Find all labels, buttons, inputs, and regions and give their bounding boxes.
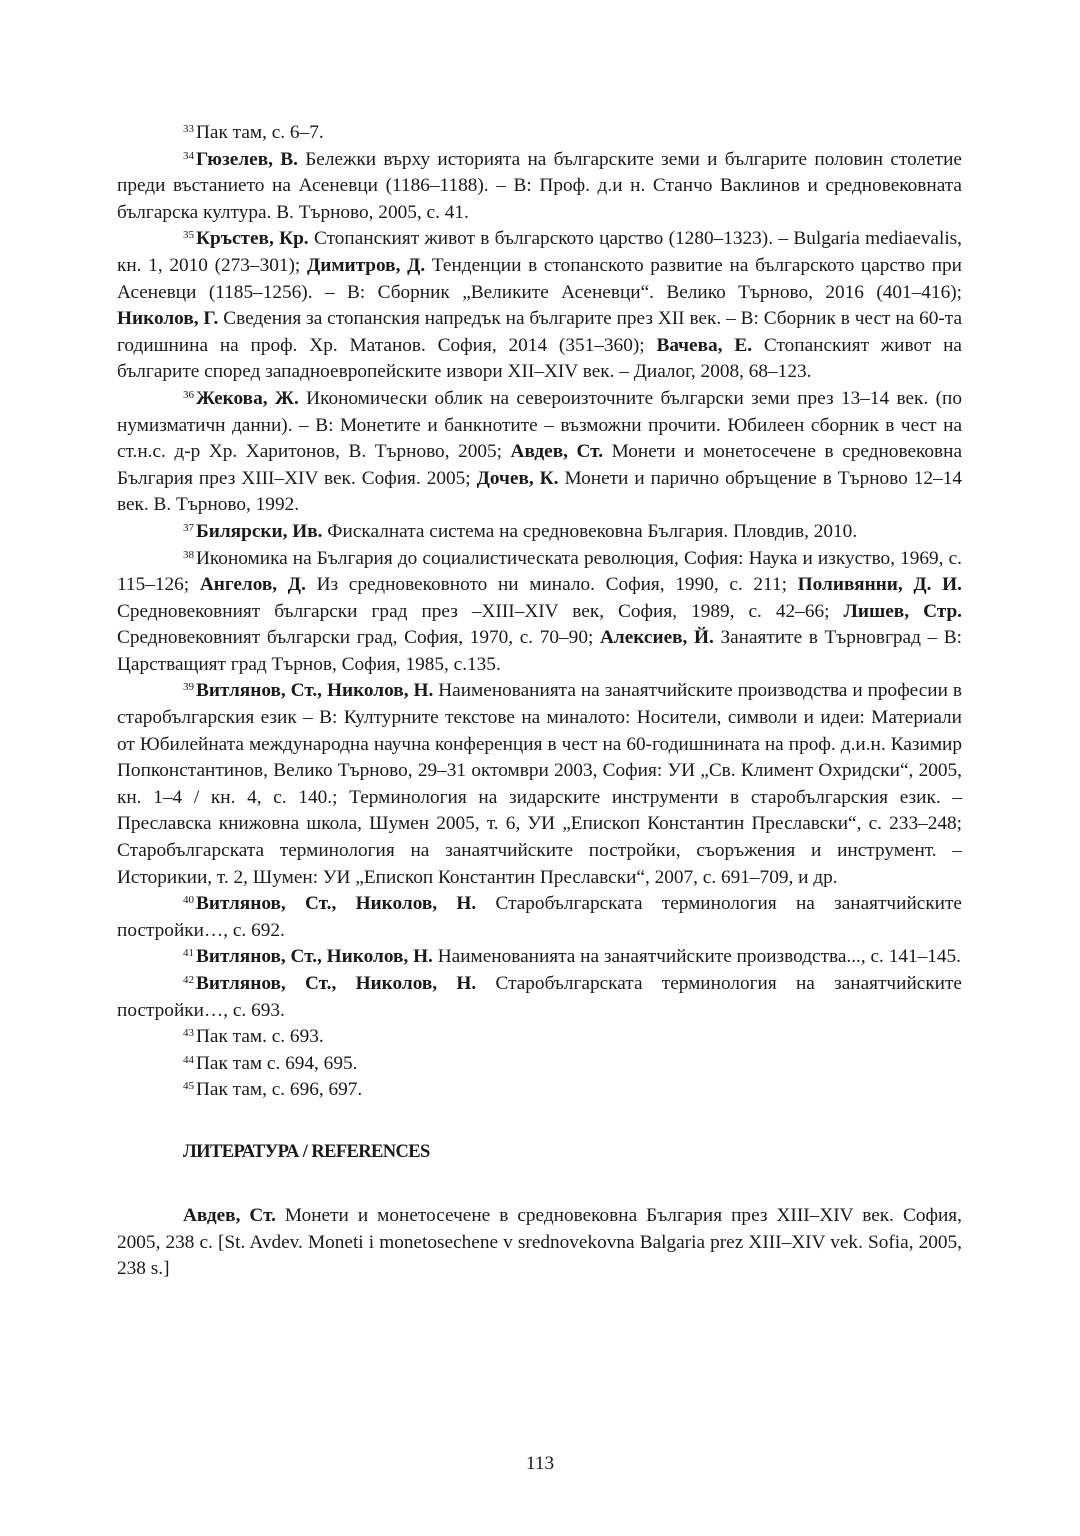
author-name: Алексиев, Й.: [599, 627, 714, 649]
page-body: [117, 120, 962, 1283]
footnotes-section: [117, 120, 962, 1104]
citation-text: Пак там. с. 693.: [196, 1026, 324, 1048]
citation-text: Стопанският живот в българското царство (1280–1323). – Bulgaria mediaevalis, кн. 1, 2010 (273–301);: [117, 228, 962, 276]
citation-text: Сведения за стопанския напредък на българите през XII век. – В: Сборник в чест на 60-та годишнина на проф. Хр. Матанов. София, 2014 (351–360);: [117, 308, 963, 356]
author-name: Витлянов, Ст., Николов, Н.: [196, 680, 434, 702]
footnote: [117, 678, 962, 891]
author-name: Кръстев, Кр.: [196, 228, 309, 250]
author-name: Витлянов, Ст., Николов, Н.: [196, 893, 477, 915]
footnote: [117, 1024, 962, 1051]
references-list: [117, 1203, 962, 1283]
citation-text: Бележки върху историята на българските земи и българите половин столетие преди въстанието на Асеневци (1186–1188). – В: Проф. д.и н. Станчо Ваклинов и средновековната българска култура. В. Търново, 2005, с. 41.: [117, 148, 962, 223]
author-name: Димитров, Д.: [306, 254, 426, 276]
citation-text: Тенденции в стопанското развитие на българското царство при Асеневци (1185–1256). – В: Сборник „Великите Асеневци“. Велико Търново, 2016 (401–416);: [117, 254, 962, 303]
footnote: [117, 546, 962, 679]
citation-text: Икономически облик на североизточните български земи през 13–14 век. (по нумизматичн данни). – В: Монетите и банкнотите – възможни прочити. Юбилеен сборник в чест на ст.н.с. д-р Хр. Харитонов, В. Търново, 2005;: [117, 387, 962, 463]
author-name: Гюзелев, В.: [196, 148, 298, 170]
citation-text: Занаятите в Търновград – В: Царстващият град Търнов, София, 1985, с.135.: [117, 627, 963, 675]
author-name: Николов, Г.: [117, 308, 219, 330]
author-name: Ангелов, Д.: [199, 574, 306, 596]
citation-text: Средновековният български град през –XIII–XIV век, София, 1989, с. 42–66;: [117, 600, 844, 622]
author-name: Поливянни, Д. И.: [797, 574, 962, 596]
citation-text: Пак там с. 694, 695.: [196, 1052, 358, 1074]
page-number: 113: [525, 1453, 555, 1474]
footnote-number: 42: [183, 974, 194, 986]
footnote: [117, 1077, 962, 1104]
citation-text: Фискалната система на средновековна България. Пловдив, 2010.: [322, 520, 858, 542]
citation-text: Монети и парично обръщение в Търново 12–14 век. В. Търново, 1992.: [117, 467, 962, 516]
footnote: [117, 944, 962, 971]
citation-text: Наименованията на занаятчийските производства и професии в старобългарския език – В: Културните текстове на миналото: Носители, символи и идеи: Материали от Юбилейната международна научна конференция в чест на 60-годишнината на проф. д.и.н. Казимир Попконстантинов, Велико Търново, 29–31 октомври 2003, София: УИ „Св. Климент Охридски“, 2005, кн. 1–4 / кн. 4, с. 140.; Терминология на зидарските инструменти в старобългарския език. – Преславска книжовна школа, Шумен 2005, т. 6, УИ „Епископ Константин Преславски“, с. 233–248; Старобългарската терминология на занаятчийските постройки, съоръжения и инструмент. – Историкии, т. 2, Шумен: УИ „Епископ Константин Преславски“, 2007, с. 691–709, и др.: [117, 680, 962, 888]
footnote-number: 38: [183, 548, 194, 561]
citation-text: Старобългарската терминология на занаятчийските постройки…, с. 693.: [117, 973, 962, 1021]
footnote: [117, 971, 962, 1024]
references-heading: ЛИТЕРАТУРА / REFERENCES: [183, 1141, 430, 1162]
author-name: Авдев, Ст.: [510, 441, 604, 463]
citation-text: Пак там, с. 6–7.: [196, 122, 324, 143]
author-name: Билярски, Ив.: [196, 520, 323, 542]
citation-text: Пак там, с. 696, 697.: [196, 1079, 363, 1101]
footnote-number: 40: [183, 894, 194, 907]
footnote: [117, 386, 962, 519]
citation-text: Средновековният български град, София, 1970, с. 70–90;: [117, 627, 600, 649]
footnote: [117, 147, 962, 227]
footnote: [117, 519, 962, 546]
footnote: [117, 1051, 962, 1078]
reference-entry: [117, 1203, 962, 1283]
footnote-number: 41: [183, 947, 194, 960]
footnote-number: 39: [183, 681, 194, 694]
author-name: Авдев, Ст.: [183, 1204, 276, 1226]
citation-text: Монети и монетосечене в средновековна България през XIII–XIV век. София. 2005;: [117, 441, 963, 489]
citation-text: Из средновековното ни минало. София, 1990, с. 211;: [305, 574, 798, 596]
author-name: Лишев, Стр.: [843, 600, 962, 622]
author-name: Дочев, К.: [476, 467, 559, 489]
footnote-number: 37: [183, 521, 194, 534]
footnote: [117, 226, 962, 386]
footnote-number: 33: [183, 123, 194, 135]
footnote: [117, 891, 962, 944]
citation-text: Старобългарската терминология на занаятчийските постройки…, с. 692.: [117, 893, 962, 941]
footnote-number: 43: [183, 1027, 194, 1040]
author-name: Витлянов, Ст., Николов, Н.: [196, 946, 433, 968]
footnote-number: 36: [183, 388, 194, 401]
citation-text: Стопанският живот на българите според западноевропейските извори XII–XIV век. – Диалог, 2008, 68–123.: [117, 334, 962, 383]
footnote-number: 44: [183, 1053, 194, 1066]
footnote: [117, 120, 962, 147]
footnote-number: 45: [183, 1080, 194, 1093]
author-name: Жекова, Ж.: [196, 387, 299, 409]
footnote-number: 35: [183, 229, 194, 242]
author-name: Витлянов, Ст., Николов, Н.: [196, 973, 477, 994]
citation-text: Монети и монетосечене в средновековна България през XIII–XIV век. София, 2005, 238 с. [St. Avdev. Moneti i monetosechene v srednovekovna Balgaria prez XIII–XIV vek. Sofia, 2005, 238 s.]: [117, 1204, 962, 1280]
footnote-number: 34: [183, 149, 194, 162]
citation-text: Икономика на България до социалистическата революция, София: Наука и изкуство, 1969, с. 115–126;: [117, 547, 962, 596]
citation-text: Наименованията на занаятчийските производства..., с. 141–145.: [432, 946, 962, 968]
author-name: Вачева, Е.: [656, 334, 753, 356]
